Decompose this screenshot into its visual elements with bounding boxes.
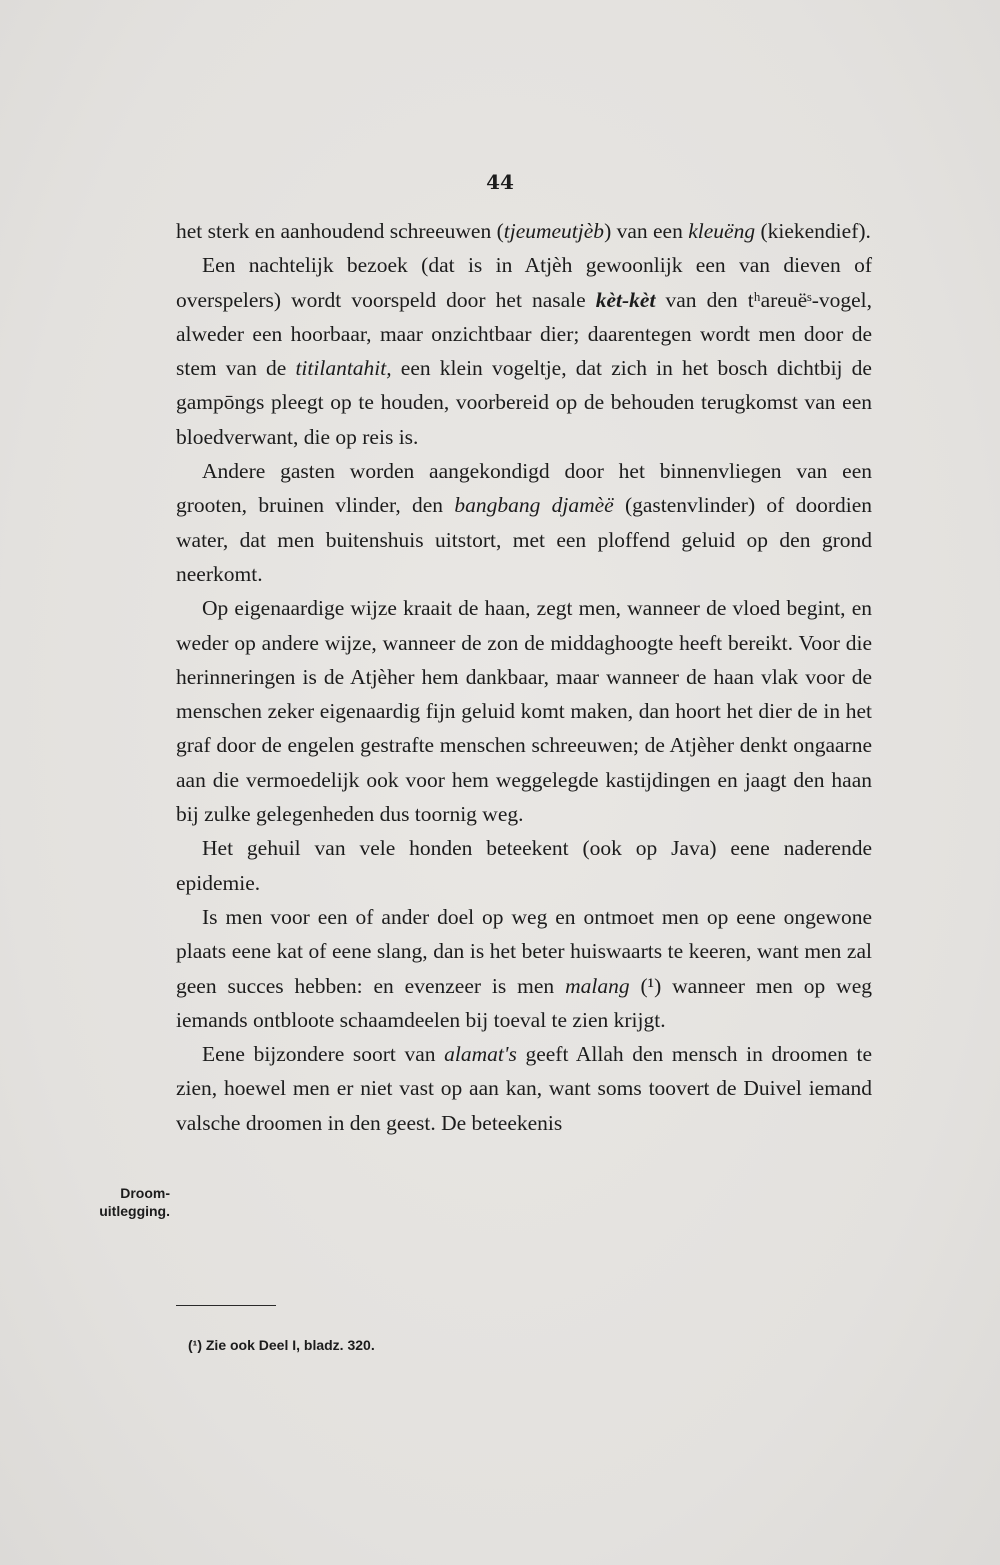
text-run: Op eigenaardige wijze kraait de haan, zegt men, wanneer de vloed begint, en weder op andere wijze, wanneer de zon de middaghoogte heeft bereikt. Voor die herinneringen is de Atjèher hem dankbaar, maar wanneer de haan vlak voor de menschen zeker eigenaardig fijn geluid komt maken, dan hoort het dier de in het graf door de engelen gestrafte menschen schreeuwen; de Atjèher denkt ongaarne aan die vermoedelijk ook voor hem weggelegde kastijdingen en jaagt den haan bij zulke gelegenheden dus toornig weg.: [176, 596, 872, 827]
text-run: van den tʰareuëˢ-vogel, alweder een hoorbaar, maar onzichtbaar dier; daarentegen wordt men door de stem van de: [176, 287, 872, 381]
paragraph: [176, 900, 872, 1037]
paragraph: [176, 454, 872, 591]
footnote: (¹) Zie ook Deel I, bladz. 320.: [188, 1337, 375, 1353]
text-run: Eene bijzondere soort van: [202, 1042, 445, 1067]
text-run: Is men voor een of ander doel op weg en ontmoet men op eene ongewone plaats eene kat of eene slang, dan is het beter huiswaarts te keeren, want men zal geen succes hebben: en evenzeer is men: [176, 904, 872, 998]
text-run: Andere gasten worden aangekondigd door het binnenvliegen van een grooten, bruinen vlinder, den: [176, 459, 872, 518]
margin-note: [60, 1184, 170, 1220]
paragraph: [176, 248, 872, 454]
footnote-rule: [176, 1305, 276, 1306]
text-run: geeft Allah den mensch in droomen te zien, hoewel men er niet vast op aan kan, want soms toovert de Duivel iemand valsche droomen in den geest. De beteekenis: [176, 1042, 872, 1135]
italic-term: kleuëng: [688, 219, 756, 243]
text-run: (gastenvlinder) of doordien water, dat men buitenshuis uitstort, met een ploffend geluid op den grond neerkomt.: [176, 493, 873, 586]
text-run: Een nachtelijk bezoek (dat is in Atjèh gewoonlijk een van dieven of overspelers) wordt voorspeld door het nasale: [176, 253, 872, 312]
text-run: een klein vogeltje, dat zich in het bosch dichtbij de gampōngs pleegt op te houden, voorbereid op de behouden terugkomst van een bloedverwant, die op reis is.: [176, 356, 872, 449]
text-run: ) van een: [604, 219, 689, 243]
paragraph: [176, 214, 872, 248]
italic-term: tjeumeutjèb: [503, 219, 605, 243]
bold-term: kèt-kèt: [595, 287, 656, 312]
text-run: (¹) wanneer men op weg iemands ontbloote schaamdeelen bij toeval te zien krijgt.: [176, 973, 872, 1032]
margin-note-line: Droom-: [120, 1185, 170, 1201]
text-run: het sterk en aanhoudend schreeuwen (: [176, 219, 504, 243]
italic-term: titilantahit,: [295, 356, 392, 381]
paragraph: [176, 591, 872, 831]
page-number: 44: [486, 170, 514, 194]
body-text: [176, 214, 872, 1140]
text-run: (kiekendief).: [755, 219, 871, 243]
text-run: Het gehuil van vele honden beteekent (ook op Java) eene naderende epidemie.: [176, 836, 872, 895]
paragraph: [176, 831, 872, 900]
italic-term: alamat's: [444, 1042, 517, 1067]
paragraph: [176, 1037, 872, 1140]
italic-term: bangbang djamèë: [454, 493, 614, 518]
italic-term: malang: [565, 973, 630, 998]
margin-note-line: uitlegging.: [99, 1203, 170, 1219]
